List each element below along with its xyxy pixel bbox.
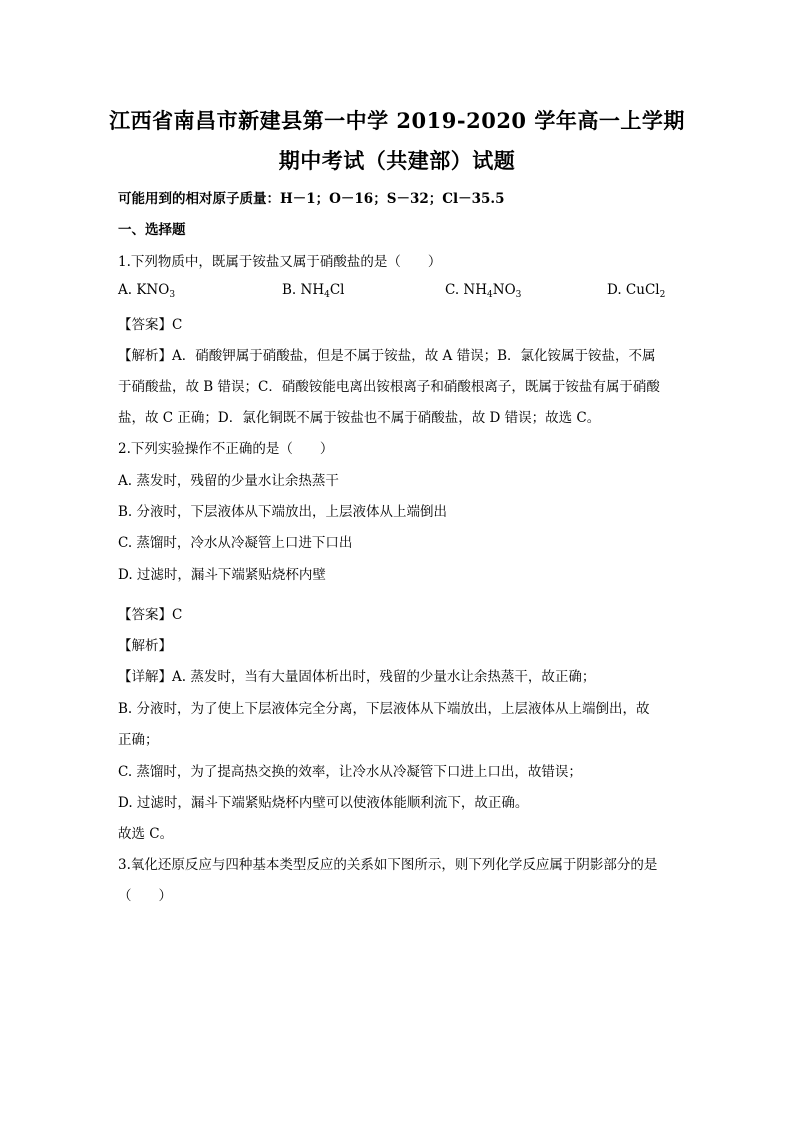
question-3-paren: （ ） — [118, 888, 172, 904]
question-1-answer: 【答案】C — [118, 317, 183, 333]
question-1-analysis-line-3: 盐，故 C 正确；D．氯化铜既不属于铵盐也不属于硝酸盐，故 D 错误；故选 C。 — [118, 410, 601, 426]
question-2-answer: 【答案】C — [118, 607, 183, 623]
document-title-line-1: 江西省南昌市新建县第一中学 2019-2020 学年高一上学期 — [109, 108, 685, 133]
question-2-conclusion: 故选 C。 — [118, 826, 174, 842]
question-2-detail-line-1: 【详解】A. 蒸发时，当有大量固体析出时，残留的少量水让余热蒸干，故正确； — [118, 669, 596, 685]
question-2-option-d: D. 过滤时，漏斗下端紧贴烧杯内壁 — [118, 567, 326, 583]
document-title-line-2: 期中考试（共建部）试题 — [278, 148, 516, 173]
section-heading: 一、选择题 — [118, 222, 186, 238]
question-1-option-c: C. $NH_4NO_3$ — [445, 282, 522, 300]
question-2-detail-line-3: 正确； — [118, 732, 159, 748]
question-1-option-b: B. $NH_4Cl$ — [282, 282, 345, 300]
question-2-detail-line-5: D. 过滤时，漏斗下端紧贴烧杯内壁可以使液体能顺利流下，故正确。 — [118, 795, 529, 811]
question-1-option-d: D. CuCl$_2$ — [607, 282, 666, 300]
question-1-analysis-line-1: 【解析】A．硝酸钾属于硝酸盐，但是不属于铵盐，故 A 错误；B．氯化铵属于铵盐，不属 — [118, 348, 656, 364]
question-2-stem: 2.下列实验操作不正确的是（ ） — [118, 441, 334, 457]
question-2-option-a: A. 蒸发时，残留的少量水让余热蒸干 — [118, 473, 339, 489]
atomic-mass-note: 可能用到的相对原子质量：H－1；O－16；S－32；Cl－35.5 — [118, 191, 505, 207]
question-1-stem: 1.下列物质中，既属于铵盐又属于硝酸盐的是（ ） — [118, 254, 442, 270]
question-2-option-c: C. 蒸馏时，冷水从冷凝管上口进下口出 — [118, 535, 353, 551]
question-3-stem: 3.氧化还原反应与四种基本类型反应的关系如下图所示，则下列化学反应属于阴影部分的是 — [118, 857, 658, 873]
question-2-detail-line-4: C. 蒸馏时，为了提高热交换的效率，让冷水从冷凝管下口进上口出，故错误； — [118, 764, 582, 780]
question-2-option-b: B. 分液时，下层液体从下端放出，上层液体从上端倒出 — [118, 504, 448, 520]
question-2-detail-line-2: B. 分液时，为了使上下层液体完全分离，下层液体从下端放出，上层液体从上端倒出，故 — [118, 701, 650, 717]
question-1-option-a: A. $KNO_3$ — [118, 282, 176, 300]
question-2-analysis-label: 【解析】 — [118, 638, 172, 654]
question-1-analysis-line-2: 于硝酸盐，故 B 错误；C．硝酸铵能电离出铵根离子和硝酸根离子，既属于铵盐有属于硝酸 — [118, 379, 660, 395]
